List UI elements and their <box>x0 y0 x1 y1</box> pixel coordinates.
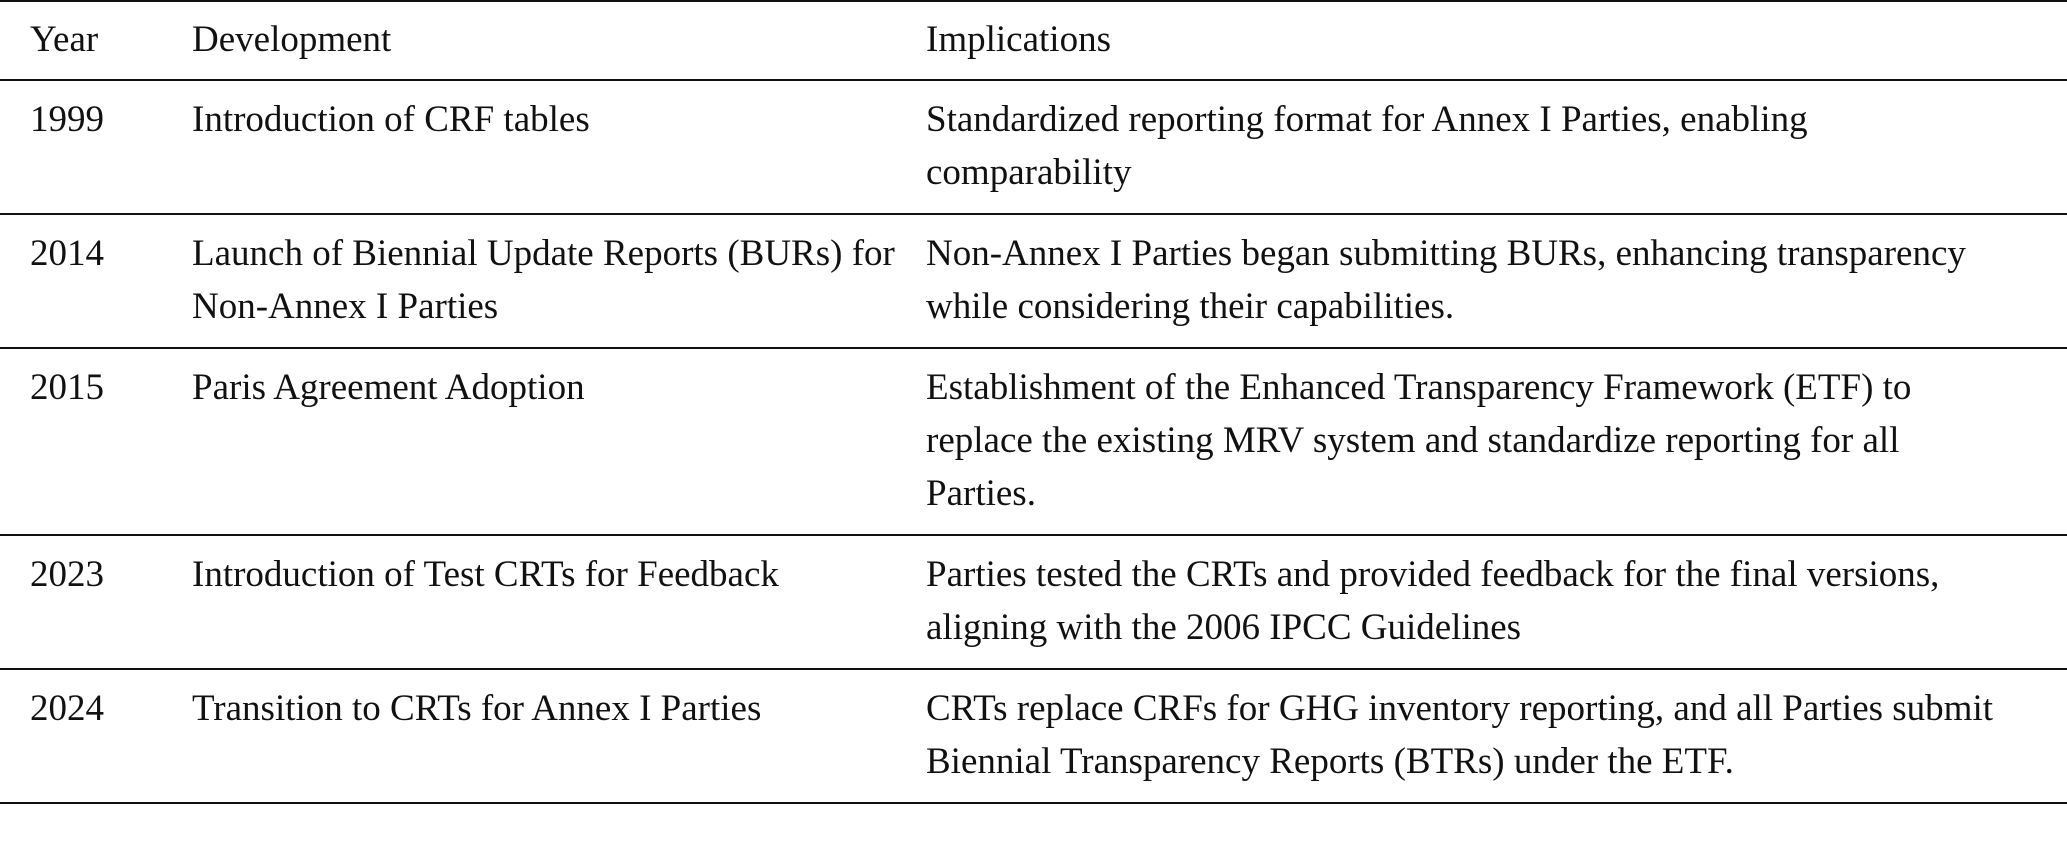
table-row <box>0 348 2067 535</box>
table-row <box>0 669 2067 803</box>
cell-implications: CRTs replace CRFs for GHG inventory reporting, and all Parties submit Biennial Transparency Reports (BTRs) under the ETF. <box>926 688 1994 782</box>
cell-year: 2024 <box>30 688 104 729</box>
table-row <box>0 80 2067 214</box>
table-row <box>0 214 2067 348</box>
cell-year: 1999 <box>30 99 104 140</box>
cell-year: 2023 <box>30 554 104 595</box>
cell-implications: Non-Annex I Parties began submitting BURs, enhancing transparency while considering their capabilities. <box>926 233 1966 327</box>
cell-development: Paris Agreement Adoption <box>192 367 585 408</box>
table-row <box>0 535 2067 669</box>
cell-implications: Parties tested the CRTs and provided feedback for the final versions, aligning with the 2006 IPCC Guidelines <box>926 554 1940 648</box>
cell-development: Introduction of CRF tables <box>192 99 590 140</box>
cell-implications: Standardized reporting format for Annex I Parties, enabling comparability <box>926 99 1808 193</box>
cell-development: Introduction of Test CRTs for Feedback <box>192 554 779 595</box>
header-year: Year <box>30 19 99 60</box>
cell-year: 2015 <box>30 367 104 408</box>
header-row <box>0 1 2067 80</box>
header-implications: Implications <box>926 19 1111 60</box>
table-body <box>0 80 2067 803</box>
cell-development: Launch of Biennial Update Reports (BURs) for Non-Annex I Parties <box>192 233 895 327</box>
cell-development: Transition to CRTs for Annex I Parties <box>192 688 762 729</box>
cell-implications: Establishment of the Enhanced Transparency Framework (ETF) to replace the existing MRV system and standardize reporting for all Parties. <box>926 367 1912 514</box>
header-development: Development <box>192 19 392 60</box>
table-header <box>0 1 2067 80</box>
cell-year: 2014 <box>30 233 104 274</box>
